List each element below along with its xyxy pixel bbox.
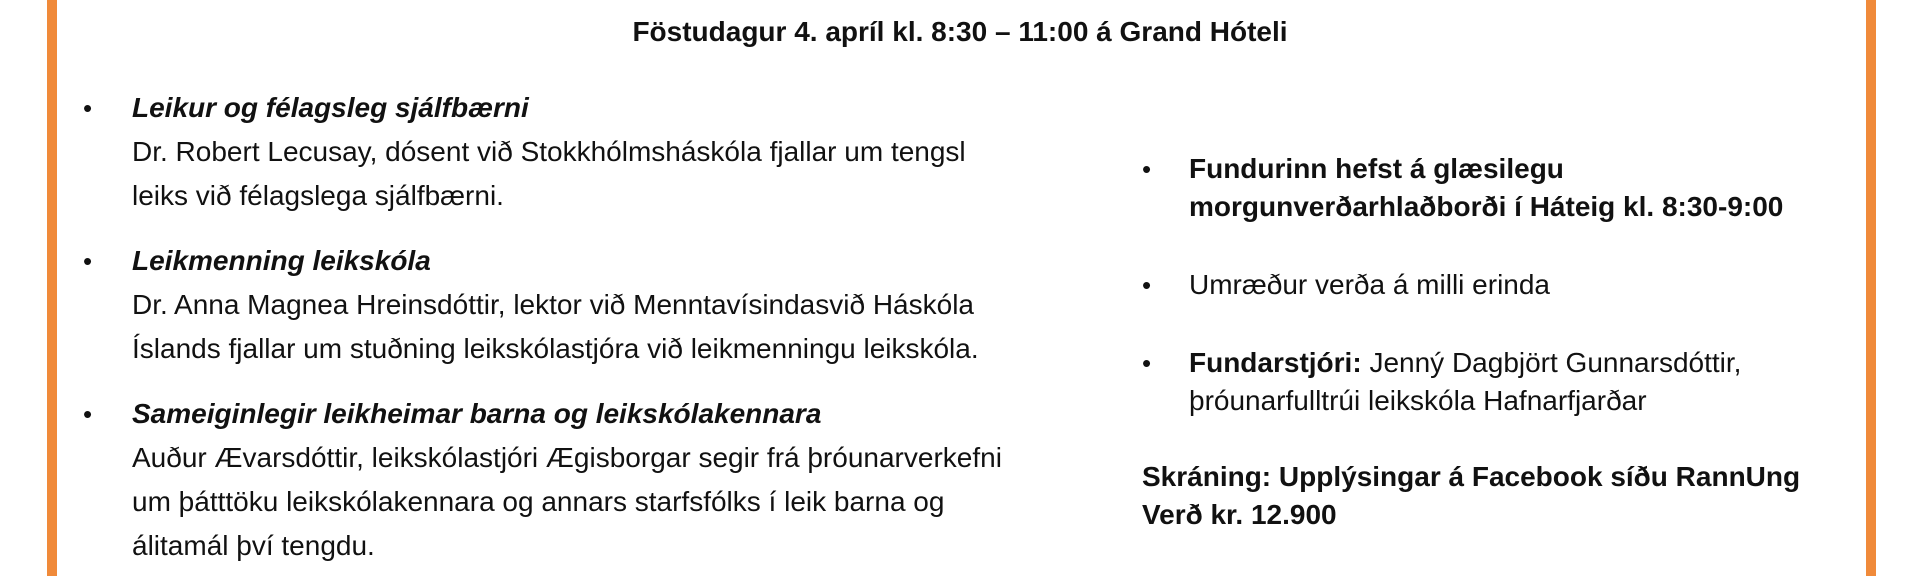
talk-description-line: Dr. Robert Lecusay, dósent við Stokkhólmsháskóla fjallar um tengsl xyxy=(132,136,966,167)
program-item xyxy=(83,239,1063,371)
discussion-text: Umræður verða á milli erinda xyxy=(1189,269,1551,300)
discussion-note xyxy=(1142,266,1842,304)
program-item xyxy=(83,392,1063,568)
breakfast-line: Fundurinn hefst á glæsilegu xyxy=(1189,153,1564,184)
talk-description-line: leiks við félagslega sjálfbærni. xyxy=(132,180,504,211)
bullet-icon: • xyxy=(1142,154,1152,184)
talk-title: Leikmenning leikskóla xyxy=(132,245,431,276)
bullet-icon: • xyxy=(83,399,93,429)
program-item xyxy=(83,86,1063,218)
breakfast-note xyxy=(1142,150,1842,226)
bullet-icon: • xyxy=(83,93,93,123)
talk-description-line: Auður Ævarsdóttir, leikskólastjóri Ægisborgar segir frá þróunarverkefni xyxy=(132,442,1002,473)
bullet-icon: • xyxy=(83,246,93,276)
event-info xyxy=(1142,150,1842,534)
program-list xyxy=(83,86,1063,568)
talk-title: Leikur og félagsleg sjálfbærni xyxy=(132,92,529,123)
talk-description-line: álitamál því tengdu. xyxy=(132,530,375,561)
chair-role: þróunarfulltrúi leikskóla Hafnarfjarðar xyxy=(1189,385,1647,416)
bullet-icon: • xyxy=(1142,348,1152,378)
talk-description-line: Dr. Anna Magnea Hreinsdóttir, lektor við Menntavísindasvið Háskóla xyxy=(132,289,974,320)
registration-info: Skráning: Upplýsingar á Facebook síðu RannUng xyxy=(1142,461,1801,492)
price-info: Verð kr. 12.900 xyxy=(1142,499,1337,530)
chair-note xyxy=(1142,344,1842,420)
talk-description-line: um þátttöku leikskólakennara og annars starfsfólks í leik barna og xyxy=(132,486,945,517)
breakfast-line: morgunverðarhlaðborði í Háteig kl. 8:30-9:00 xyxy=(1189,191,1784,222)
talk-title: Sameiginlegir leikheimar barna og leikskólakennara xyxy=(132,398,822,429)
frame-left-border xyxy=(47,0,57,576)
chair-label: Fundarstjóri: xyxy=(1189,347,1362,378)
bullet-icon: • xyxy=(1142,270,1152,300)
event-date-heading: Föstudagur 4. apríl kl. 8:30 – 11:00 á Grand Hóteli xyxy=(632,16,1288,47)
frame-right-border xyxy=(1866,0,1876,576)
talk-description-line: Íslands fjallar um stuðning leikskólastjóra við leikmenningu leikskóla. xyxy=(132,333,979,364)
chair-name: Jenný Dagbjört Gunnarsdóttir, xyxy=(1361,347,1742,378)
